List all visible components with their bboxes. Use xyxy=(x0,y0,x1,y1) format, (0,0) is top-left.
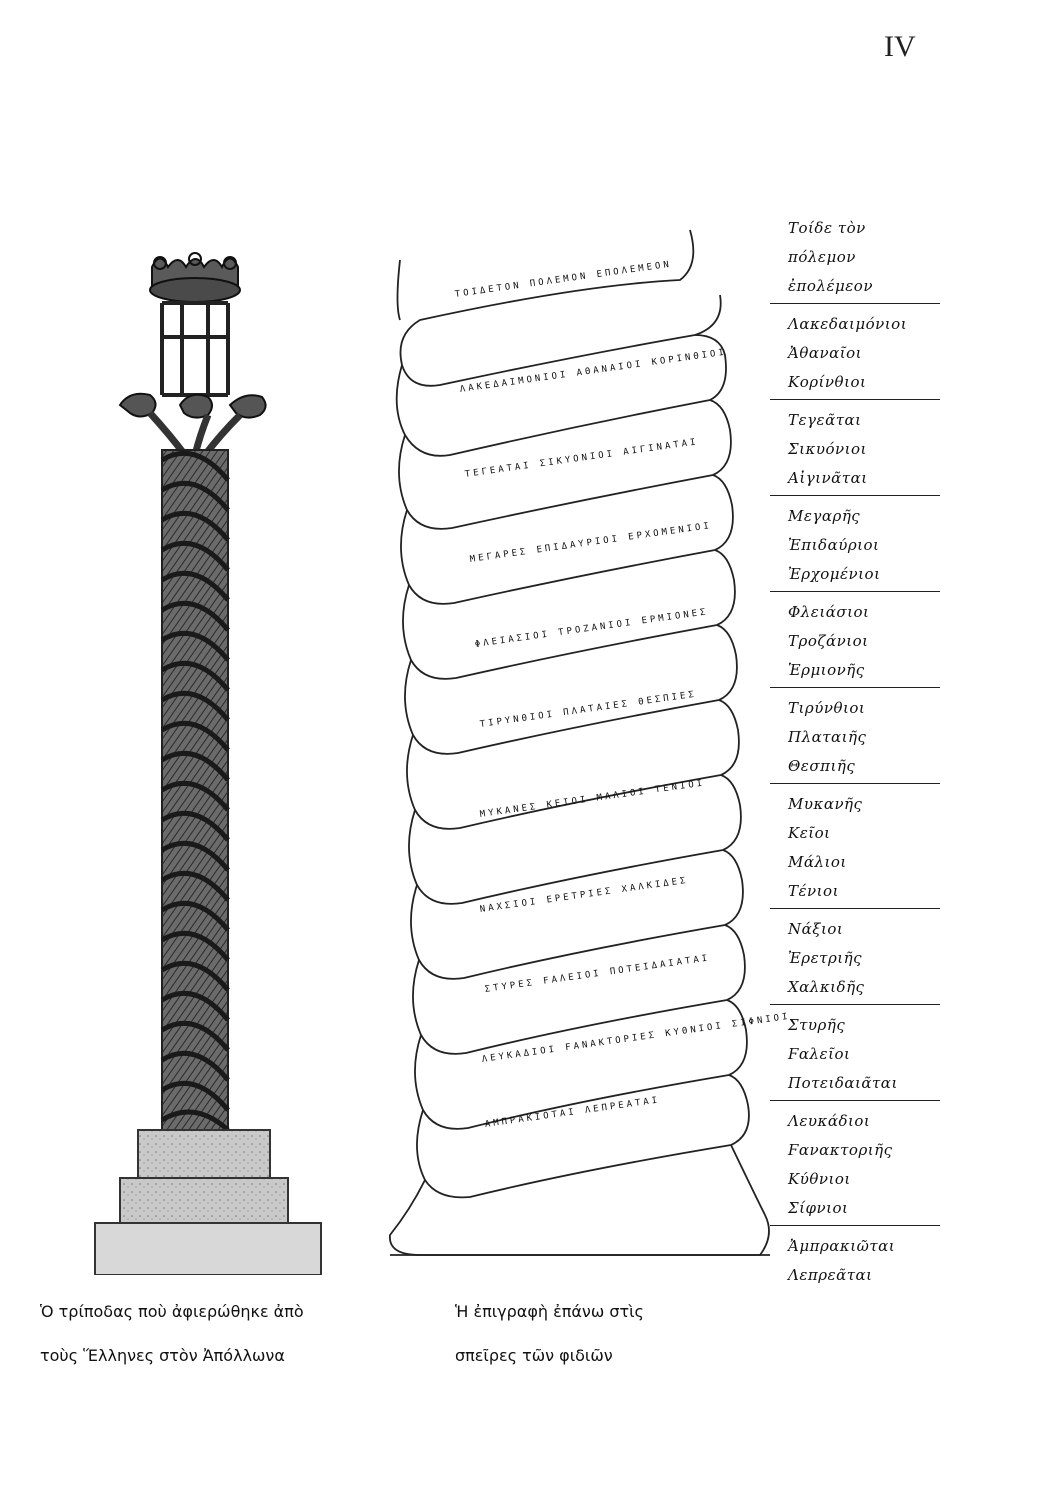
coil-inscription-3: ΤΕΓΕΑΤΑΙ ΣΙΚΥΟΝΙΟΙ ΑΙΓΙΝΑΤΑΙ xyxy=(464,437,700,480)
name-entry: Κύθνιοι xyxy=(788,1170,851,1188)
name-group xyxy=(770,1230,940,1292)
name-entry: Μυκανῆς xyxy=(788,795,863,813)
name-entry: Ἐρετριῆς xyxy=(788,949,863,967)
name-entry: Σικυόνιοι xyxy=(788,440,867,458)
coil-inscription-5: ΦΛΕΙΑΣΙΟΙ ΤΡΟΖΑΝΙΟΙ ΕΡΜΙΟΝΕΣ xyxy=(474,607,710,650)
coil-inscription-6: ΤΙΡΥΝΘΙΟΙ ΠΛΑΤΑΙΕΣ ΘΕΣΠΙΕΣ xyxy=(479,689,698,730)
tripod-bowl xyxy=(150,253,240,302)
name-entry: πόλεμον xyxy=(788,248,856,266)
name-entry: Μεγαρῆς xyxy=(788,507,861,525)
name-entry: Σίφνιοι xyxy=(788,1199,849,1217)
name-group xyxy=(770,692,940,784)
name-group xyxy=(770,308,940,400)
name-entry: Τροζάνιοι xyxy=(788,632,869,650)
name-entry: Ἑρμιονῆς xyxy=(788,661,865,679)
name-entry: Φλειάσιοι xyxy=(788,603,870,621)
name-entry: Τιρύνθιοι xyxy=(788,699,866,717)
name-group xyxy=(770,596,940,688)
twisted-column xyxy=(162,450,228,1130)
name-entry: Ἐπιδαύριοι xyxy=(788,536,880,554)
name-group xyxy=(770,1009,940,1101)
name-entry: Ϝανακτοριῆς xyxy=(788,1141,893,1159)
name-entry: Τένιοι xyxy=(788,882,839,900)
coil-inscription-4: ΜΕΓΑΡΕΣ ΕΠΙΔΑΥΡΙΟΙ ΕΡΧΟΜΕΝΙΟΙ xyxy=(469,521,713,565)
name-entry: Στυρῆς xyxy=(788,1016,846,1034)
name-entry: Τεγεᾶται xyxy=(788,411,862,429)
coil-inscription-9: ΣΤΥΡΕΣ ϜΑΛΕΙΟΙ ΠΟΤΕΙΔΑΙΑΤΑΙ xyxy=(484,953,711,995)
caption-line: σπεῖρες τῶν φιδιῶν xyxy=(455,1346,613,1365)
serpent-heads xyxy=(120,394,266,455)
name-group xyxy=(770,212,940,304)
name-entry: Κεῖοι xyxy=(788,824,831,842)
name-entry: Κορίνθιοι xyxy=(788,373,867,391)
tripod-frame xyxy=(162,303,228,395)
caption-inscription xyxy=(455,1290,644,1378)
coil-inscription-2: ΛΑΚΕΔΑΙΜΟΝΙΟΙ ΑΘΑΝΑΙΟΙ ΚΟΡΙΝΘΙΟΙ xyxy=(459,347,728,395)
name-entry: Λακεδαιμόνιοι xyxy=(788,315,908,333)
name-entry: Ἀθαναῖοι xyxy=(788,344,863,362)
name-entry: Χαλκιδῆς xyxy=(788,978,865,996)
name-group xyxy=(770,788,940,909)
name-entry: Μάλιοι xyxy=(788,853,847,871)
name-entry: Τοίδε τὸν xyxy=(788,219,866,237)
page-number: IV xyxy=(884,30,916,63)
name-entry: ἐπολέμεον xyxy=(788,277,873,295)
name-group xyxy=(770,913,940,1005)
name-entry: Λευκάδιοι xyxy=(788,1112,871,1130)
caption-tripod xyxy=(40,1290,304,1378)
column-base xyxy=(95,1130,321,1275)
name-group xyxy=(770,1105,940,1226)
name-entry: Θεσπιῆς xyxy=(788,757,856,775)
name-entry: Αἰγινᾶται xyxy=(788,469,868,487)
name-entry: Ϝαλεῖοι xyxy=(788,1045,851,1063)
name-group xyxy=(770,500,940,592)
name-entry: Νάξιοι xyxy=(788,920,844,938)
caption-line: Ὁ τρίποδας ποὺ ἀφιερώθηκε ἀπὸ xyxy=(40,1302,304,1321)
name-entry: Πλαταιῆς xyxy=(788,728,867,746)
name-entry: Ἐρχομένιοι xyxy=(788,565,881,583)
name-group xyxy=(770,404,940,496)
coil-inscription-11: ΑΜΠΡΑΚΙΟΤΑΙ ΛΕΠΡΕΑΤΑΙ xyxy=(484,1095,661,1130)
name-entry: Ἀμπρακιῶται xyxy=(788,1237,896,1255)
serpent-column-illustration xyxy=(90,245,330,1275)
coil-inscription-8: ΝΑΧΣΙΟΙ ΕΡΕΤΡΙΕΣ ΧΑΛΚΙΔΕΣ xyxy=(479,875,690,915)
caption-line: Ἡ ἐπιγραφὴ ἐπάνω στὶς xyxy=(455,1302,644,1321)
names-list xyxy=(770,212,940,1296)
coil-inscription-10: ΛΕΥΚΑΔΙΟΙ ϜΑΝΑΚΤΟΡΙΕΣ ΚΥΘΝΙΟΙ ΣΙΦΝΙΟΙ xyxy=(481,1011,792,1065)
name-entry: Λεπρεᾶται xyxy=(788,1266,873,1284)
caption-line: τοὺς Ἕλληνες στὸν Ἀπόλλωνα xyxy=(40,1346,285,1365)
coil-inscription-7: ΜΥΚΑΝΕΣ ΚΕΙΟΙ ΜΑΛΙΟΙ ΤΕΝΙΟΙ xyxy=(479,778,706,820)
coil-inscription-1: ΤΟΙΔΕΤΟΝ ΠΟΛΕΜΟΝ ΕΠΟΛΕΜΕΟΝ xyxy=(454,259,673,300)
name-entry: Ποτειδαιᾶται xyxy=(788,1074,898,1092)
